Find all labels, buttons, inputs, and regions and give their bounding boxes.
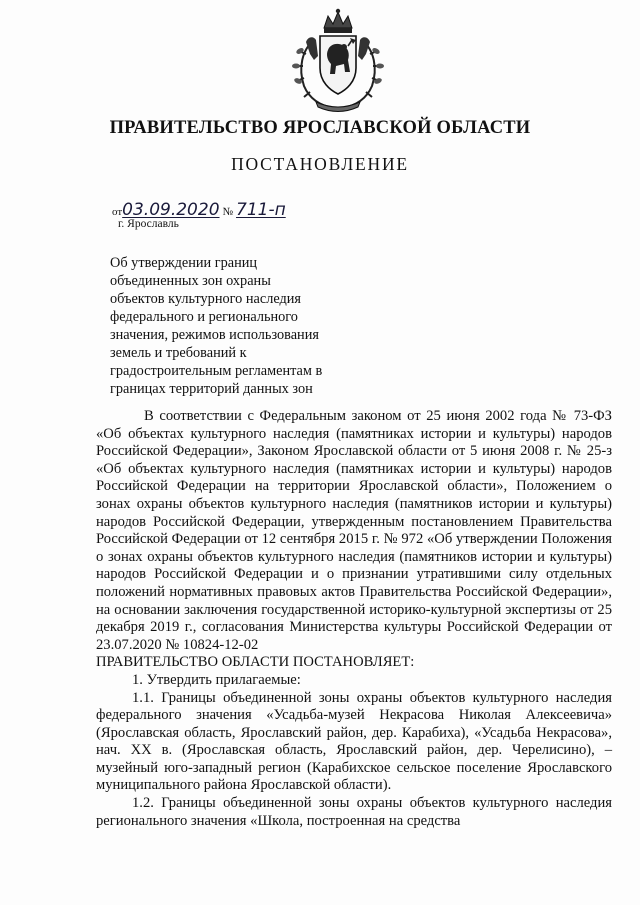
subject-line: объединенных зон охраны [110,273,271,289]
subject-line: земель и требований к [110,345,247,361]
item-1: 1. Утвердить прилагаемые: [132,671,301,688]
document-type: ПОСТАНОВЛЕНИЕ [231,154,409,174]
handwritten-number: 711-п [236,200,286,220]
date-number-line [112,200,286,220]
subject-line: федерального и регионального [110,309,298,325]
subject-line: значения, режимов использования [110,327,319,343]
preamble-paragraph: В соответствии с Федеральным законом от 25 июня 2002 года № 73-ФЗ «Об объектах культурного наследия (памятниках истории и культуры) народов Российской Федерации», Законом Ярославской области от 5 июня 2008 г. № 25-з «Об объектах культурного наследия (памятниках истории и культуры) народов Российской Федерации на территории Ярославской области», Положением о зонах охраны объектов культурного наследия (памятников истории и культуры) народов Российской Федерации, утвержденным постановлением Правительства Российской Федерации от 12 сентября 2015 г. № 972 «Об утверждении Положения о зонах охраны объектов культурного наследия (памятников истории и культуры) народов Российской Федерации и о признании утратившими силу отдельных положений нормативных правовых актов Правительства Российской Федерации», на основании заключения государственной историко-культурной экспертизы от 25 декабря 2019 г., согласования Министерства культуры Российской Федерации от 23.07.2020 № 10824-12-02 [96,408,612,653]
item-1-2: 1.2. Границы объединенной зоны охраны объектов культурного наследия регионального значения «Школа, построенная на средства [96,795,612,829]
subject-line: объектов культурного наследия [110,291,301,307]
subject-block [110,254,380,398]
subject-line: градостроительным регламентам в [110,363,323,379]
subject-line: границах территорий данных зон [110,381,313,397]
handwritten-date: 03.09.2020 [122,200,220,220]
decree-line: ПРАВИТЕЛЬСТВО ОБЛАСТИ ПОСТАНОВЛЯЕТ: [96,654,415,671]
date-prefix: от [112,206,123,218]
government-title: ПРАВИТЕЛЬСТВО ЯРОСЛАВСКОЙ ОБЛАСТИ [109,118,531,138]
number-sign: № [222,206,234,218]
item-1-1: 1.1. Границы объединенной зоны охраны объектов культурного наследия федерального значения «Усадьба-музей Некрасова Николая Алексеевича» (Ярославская область, Ярославский район, дер. Карабиха), «Усадьба Некрасова», нач. XX в. (Ярославская область, Ярославский район, дер. Черелисино), – музейный юго-западный регион (Карабихское сельское поселение Ярославского муниципального района Ярославской области). [96,689,612,794]
coat-of-arms-icon [290,6,386,114]
document-body [96,408,612,830]
city-label: г. Ярославль [118,218,179,230]
subject-line: Об утверждении границ [110,255,258,271]
